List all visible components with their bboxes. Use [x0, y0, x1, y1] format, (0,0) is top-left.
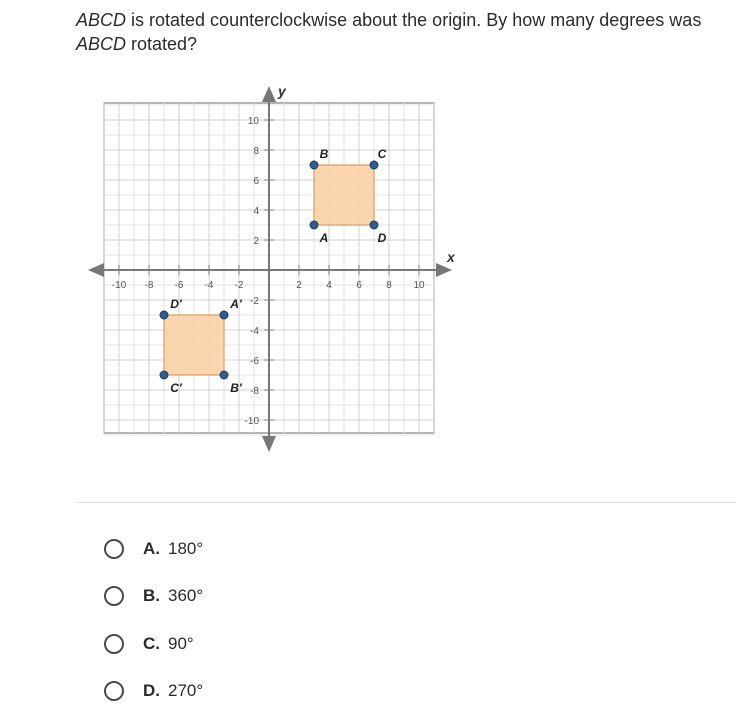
vertex-label: A	[319, 231, 329, 245]
choice-d-text: 270°	[168, 681, 204, 700]
x-axis-label: x	[447, 249, 455, 265]
choice-b-letter: B.	[143, 586, 160, 605]
choice-b[interactable]	[104, 582, 203, 610]
figure-abcd	[314, 165, 374, 225]
divider	[76, 502, 736, 503]
vertex-label: D	[377, 231, 387, 245]
y-axis-arrow-down	[262, 436, 276, 452]
y-tick-label: -6	[250, 356, 259, 367]
vertex-point	[220, 311, 228, 319]
question-part-2: rotated?	[126, 34, 198, 54]
choice-a-text: 180°	[168, 539, 204, 558]
y-tick-label: -10	[244, 416, 259, 427]
x-tick-label: 4	[326, 280, 332, 291]
vertex-point	[310, 221, 318, 229]
choice-c-text: 90°	[168, 634, 194, 653]
x-tick-label: -8	[144, 280, 154, 291]
radio-button-d[interactable]	[104, 681, 124, 701]
x-tick-label: 2	[296, 280, 302, 291]
vertex-point	[310, 161, 318, 169]
x-tick-label: -6	[174, 280, 184, 291]
y-tick-label: -4	[250, 326, 259, 337]
x-axis-arrow-right	[436, 263, 452, 277]
y-axis-arrow-up	[262, 86, 276, 102]
vertex-label: B	[319, 147, 329, 161]
choice-d-letter: D.	[143, 681, 160, 700]
y-tick-label: -2	[250, 296, 259, 307]
vertex-point	[220, 371, 228, 379]
y-tick-label: 10	[247, 116, 259, 127]
vertex-label: B'	[230, 381, 242, 395]
x-tick-label: 8	[386, 280, 392, 291]
x-tick-label: -10	[111, 280, 127, 291]
radio-button-a[interactable]	[104, 539, 124, 559]
y-tick-label: -8	[250, 386, 259, 397]
vertex-label: D'	[170, 297, 182, 311]
y-tick-label: 6	[253, 176, 259, 187]
y-tick-label: 4	[253, 206, 259, 217]
vertex-point	[370, 161, 378, 169]
x-tick-label: 6	[356, 280, 362, 291]
y-axis-label: y	[278, 83, 286, 99]
x-tick-label: -2	[234, 280, 244, 291]
choice-a[interactable]	[104, 535, 203, 563]
vertex-label: C'	[170, 381, 182, 395]
question-part-1: is rotated counterclockwise about the origin. By how many degrees was	[126, 10, 702, 30]
choice-a-letter: A.	[143, 539, 160, 558]
vertex-point	[370, 221, 378, 229]
radio-button-c[interactable]	[104, 634, 124, 654]
figure-name-2: ABCD	[76, 34, 127, 54]
choice-c-letter: C.	[143, 634, 160, 653]
x-tick-label: -4	[204, 280, 214, 291]
figure-name: ABCD	[76, 10, 127, 30]
y-tick-label: 8	[253, 146, 259, 157]
x-tick-label: 10	[413, 280, 425, 291]
vertex-label: A'	[230, 297, 242, 311]
radio-button-b[interactable]	[104, 586, 124, 606]
choice-c[interactable]	[104, 630, 194, 658]
vertex-point	[160, 371, 168, 379]
y-tick-label: 2	[253, 236, 259, 247]
vertex-point	[160, 311, 168, 319]
vertex-label: C	[377, 147, 387, 161]
x-axis-arrow-left	[88, 263, 104, 277]
figure-abcd-prime	[164, 315, 224, 375]
choice-b-text: 360°	[168, 586, 204, 605]
choice-d[interactable]	[104, 677, 203, 705]
